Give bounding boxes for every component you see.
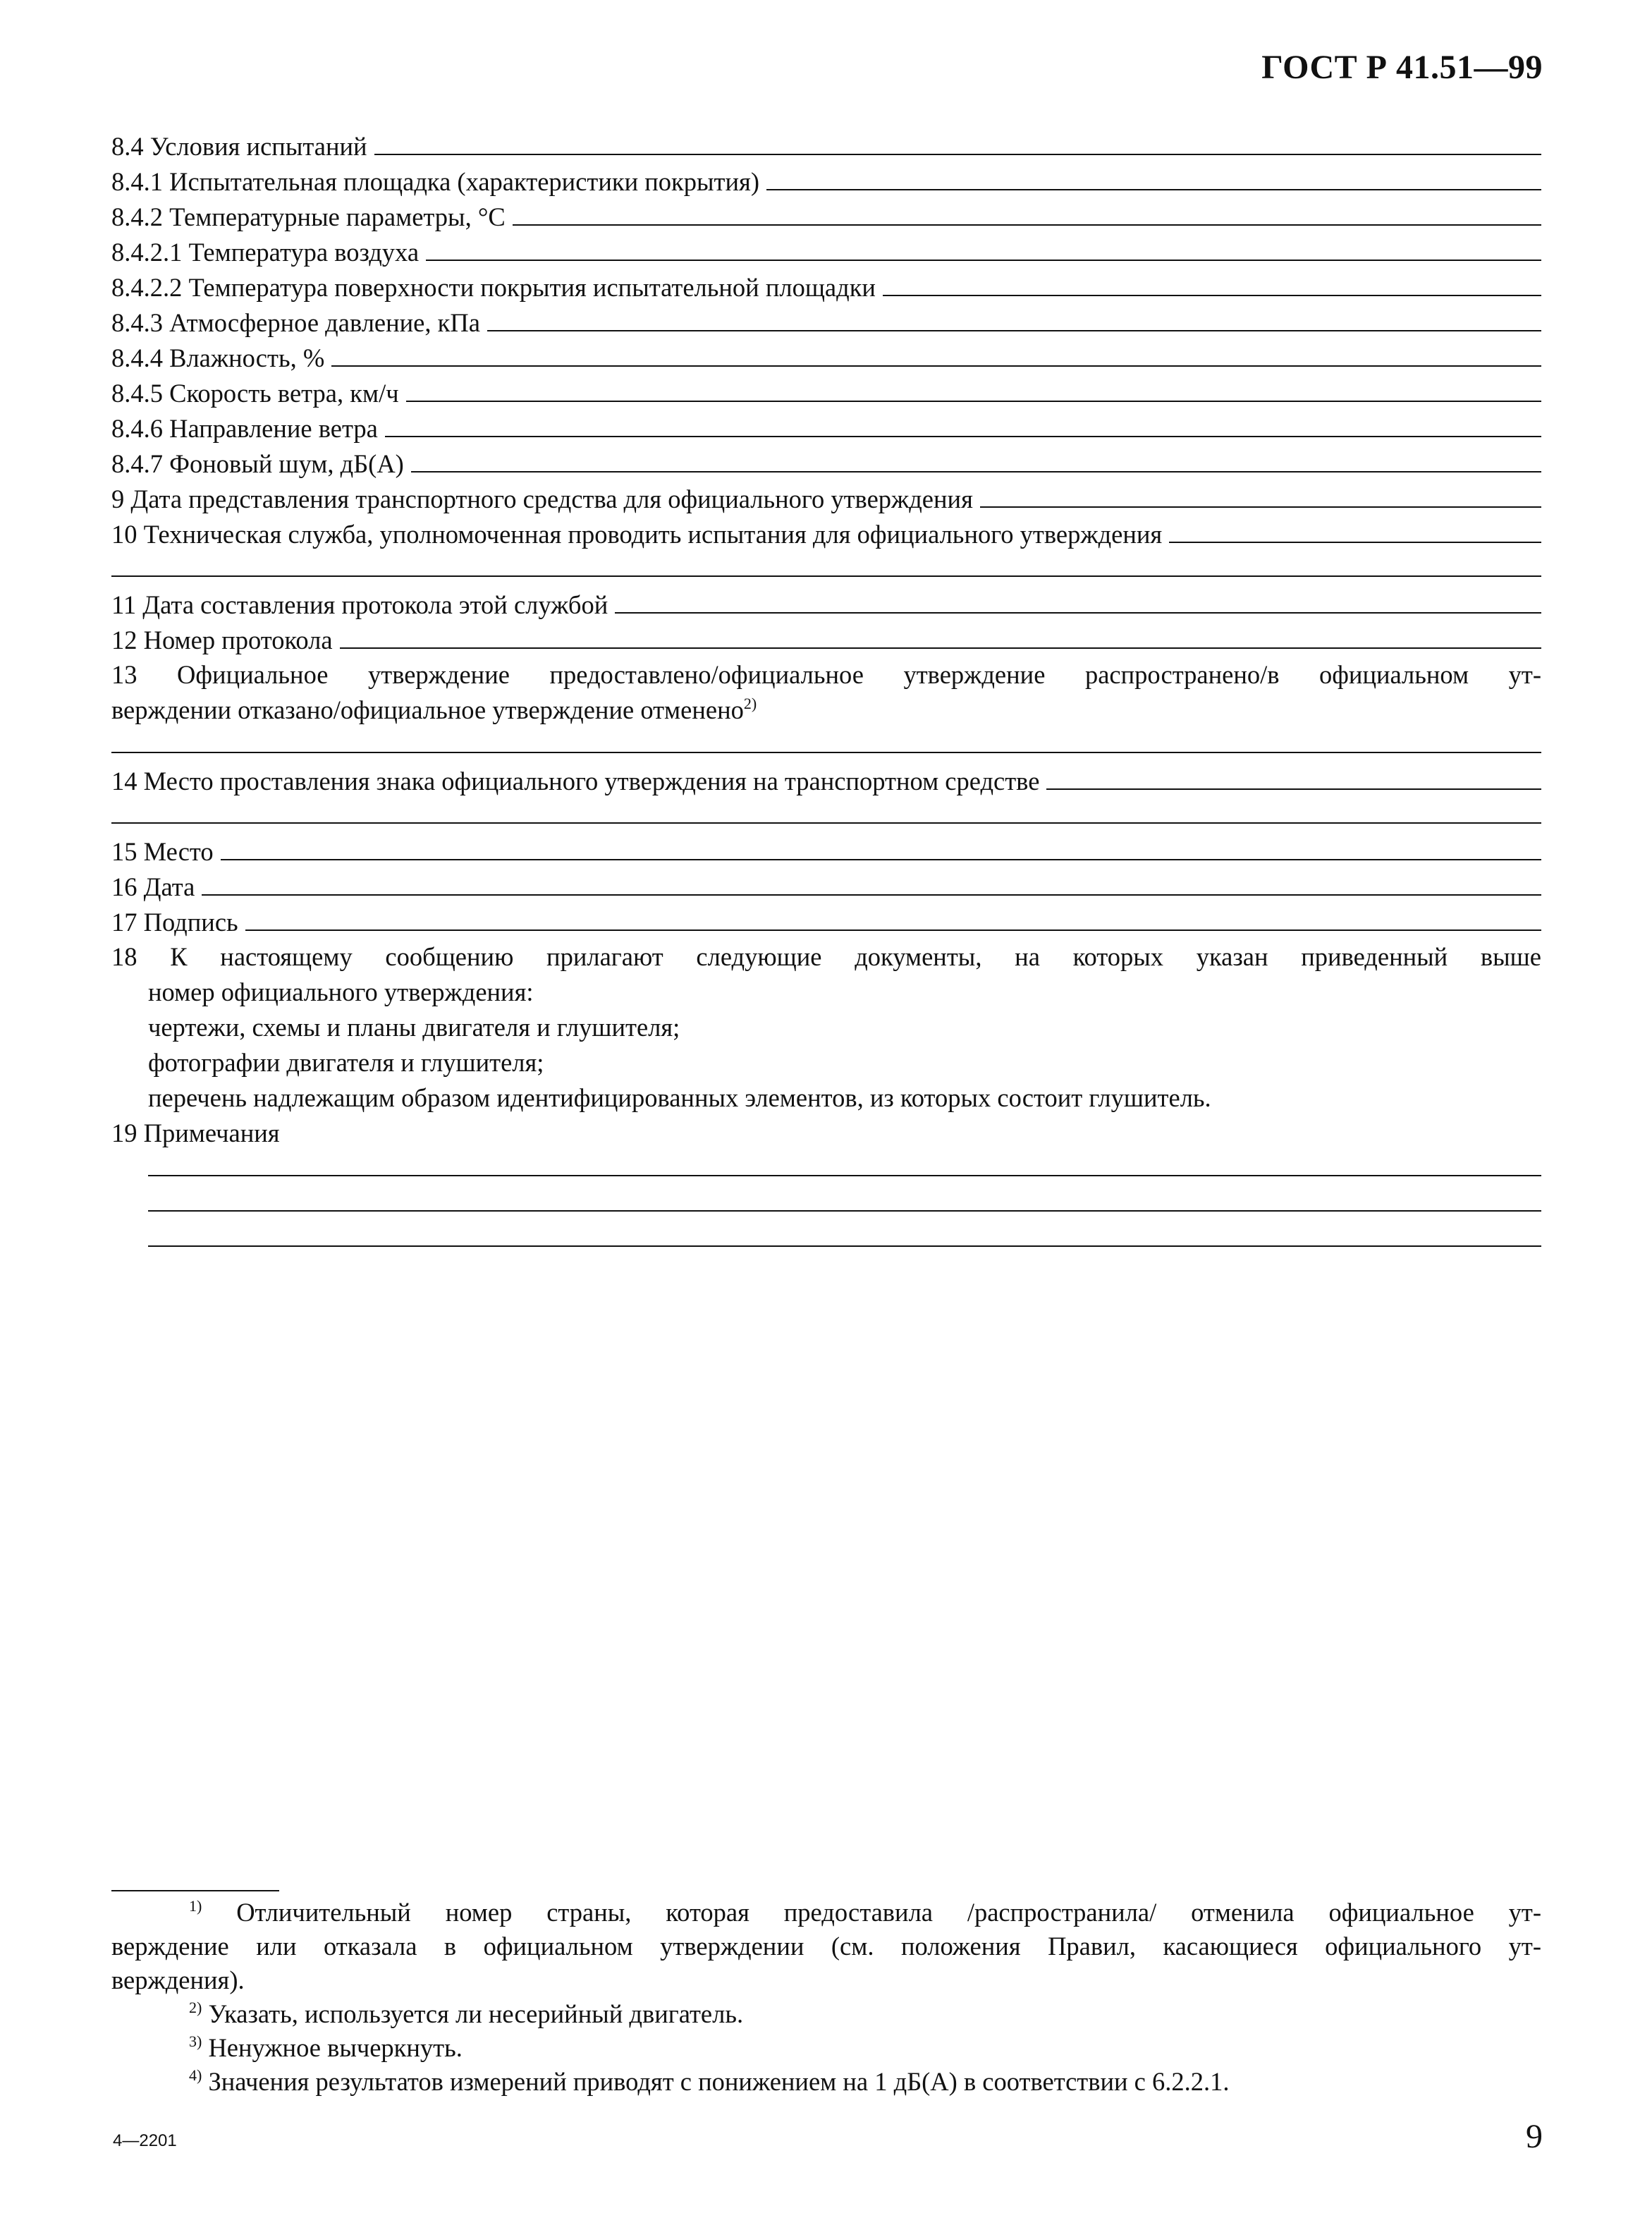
notes-line [148,1151,1541,1186]
item-9: 9 Дата представления транспортного средства для официального утверждения [111,481,1541,516]
footnote-ref: 2) [743,695,757,712]
item-8-4-5: 8.4.5 Скорость ветра, км/ч [111,375,1541,410]
item-8-4-6: 8.4.6 Направление ветра [111,410,1541,446]
notes-line [148,1186,1541,1221]
form-body [111,128,1541,1257]
item-16: 16 Дата [111,869,1541,904]
fill-line [980,481,1541,508]
item-8-4-3: 8.4.3 Атмосферное давление, кПа [111,305,1541,340]
item-8-4-4: 8.4.4 Влажность, % [111,340,1541,375]
fill-line [883,269,1541,296]
item-8-4-2-1: 8.4.2.1 Температура воздуха [111,234,1541,269]
footnote-divider [111,1890,279,1891]
notes-line [148,1221,1541,1257]
item-13-line2: верждении отказано/официальное утверждение отменено$^{2)}$ [111,695,757,724]
item-17: 17 Подпись [111,904,1541,939]
item-18-doc2: фотографии двигателя и глушителя; [148,1048,544,1077]
item-8-4-7: 8.4.7 Фоновый шум, дБ(А) [111,446,1541,481]
item-8-4-2: 8.4.2 Температурные параметры, °С [111,199,1541,234]
blank-line [111,551,1541,587]
fill-line [385,410,1541,437]
item-18-line2: номер официального утверждения: [148,977,534,1006]
item-19: 19 Примечания [111,1118,280,1147]
fill-line [221,834,1541,860]
item-18-doc1: чертежи, схемы и планы двигателя и глушителя; [148,1013,680,1042]
footnote-3: $^{3)}$ Ненужное вычеркнуть. [189,2032,463,2062]
fill-line [615,587,1541,614]
footnote-1-line3: верждения). [111,1965,245,1994]
fill-line [1046,763,1541,790]
fill-line [331,340,1541,367]
item-12: 12 Номер протокола [111,622,1541,657]
footnote-1-line2: верждение или отказала в официальном утверждении (см. положения Правил, касающиеся официального ут- [111,1932,1541,1961]
fill-line [487,305,1541,331]
blank-line [111,798,1541,834]
item-10: 10 Техническая служба, уполномоченная проводить испытания для официального утверждения [111,516,1541,551]
fill-line [340,622,1541,649]
fill-line [766,164,1541,190]
item-8-4-2-2: 8.4.2.2 Температура поверхности покрытия испытательной площадки [111,269,1541,305]
item-18-doc3: перечень надлежащим образом идентифицированных элементов, из которых состоит глушитель. [148,1083,1211,1112]
item-11: 11 Дата составления протокола этой службой [111,587,1541,622]
fill-line [513,199,1541,226]
item-15: 15 Место [111,834,1541,869]
fill-line [1169,516,1541,543]
fill-line [411,446,1541,473]
fill-line [406,375,1541,402]
item-13-line1: 13 Официальное утверждение предоставлено/официальное утверждение распространено/в официальном ут- [111,660,1541,689]
fill-line [202,869,1541,896]
item-8-4-1: 8.4.1 Испытательная площадка (характеристики покрытия) [111,164,1541,199]
fill-line [374,128,1541,155]
footnote-1-line1: $^{1)}$ Отличительный номер страны, которая предоставила /распространила/ отменила официальное ут- [189,1897,1541,1927]
page-number: 9 [1526,2118,1543,2155]
print-code: 4—2201 [113,2131,177,2150]
item-18-line1: 18 К настоящему сообщению прилагают следующие документы, на которых указан приведенный выше [111,942,1541,971]
standard-code: ГОСТ Р 41.51—99 [1261,49,1543,86]
fill-line [426,234,1541,261]
footnotes [111,1896,1541,2099]
footnote-2: $^{2)}$ Указать, используется ли несерийный двигатель. [189,1999,744,2028]
item-14: 14 Место проставления знака официального утверждения на транспортном средстве [111,763,1541,798]
item-8-4: 8.4 Условия испытаний [111,128,1541,164]
blank-line [111,728,1541,763]
fill-line [245,904,1541,931]
notes-lines [111,1151,1541,1257]
footnote-4: $^{4)}$ Значения результатов измерений приводят с понижением на 1 дБ(А) в соответствии с 6.2.2.1. [189,2066,1230,2096]
